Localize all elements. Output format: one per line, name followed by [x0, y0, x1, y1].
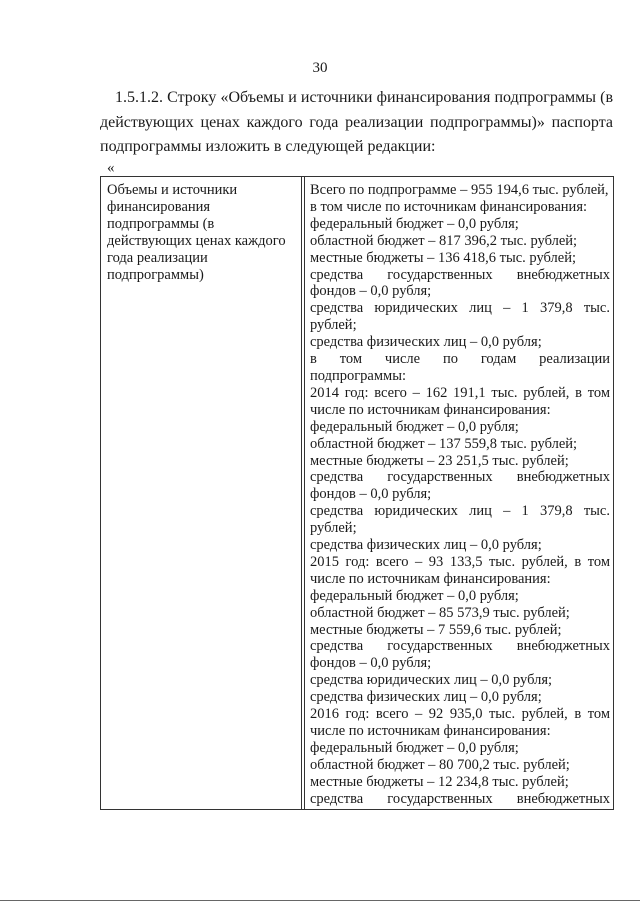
table-right-cell [310, 182, 610, 808]
page-number: 30 [312, 60, 328, 76]
left-cell-line: подпрограммы) [107, 267, 204, 283]
right-cell-line: в том числе по годам реализации [310, 351, 610, 368]
intro-line: подпрограммы изложить в следующей редакции: [100, 138, 436, 155]
right-cell-line: Всего по подпрограмме – 955 194,6 тыс. рублей, [310, 182, 609, 198]
right-cell-line: числе по источникам финансирования: [310, 723, 551, 739]
right-cell-line: федеральный бюджет – 0,0 рубля; [310, 587, 519, 604]
right-cell-line: средства государственных внебюджетных [310, 266, 610, 283]
right-cell-line: местные бюджеты – 12 234,8 тыс. рублей; [310, 773, 569, 790]
right-cell-line: федеральный бюджет – 0,0 рубля; [310, 418, 519, 435]
right-cell-line: средства государственных внебюджетных [310, 638, 610, 655]
right-cell-line: областной бюджет – 817 396,2 тыс. рублей; [310, 232, 578, 249]
right-cell-line: средства юридических лиц – 1 379,8 тыс. [310, 503, 610, 520]
funding-table [100, 176, 614, 810]
right-cell-line: фондов – 0,0 рубля; [310, 655, 432, 672]
right-cell-line: областной бюджет – 137 559,8 тыс. рублей; [310, 435, 578, 452]
right-cell-line: 2015 год: всего – 93 133,5 тыс. рублей, в том [310, 553, 610, 570]
left-cell-line: Объемы и источники [107, 182, 238, 198]
right-cell-line: фондов – 0,0 рубля; [310, 283, 432, 300]
right-cell-line: федеральный бюджет – 0,0 рубля; [310, 739, 519, 756]
right-cell-line: подпрограммы: [310, 367, 406, 384]
right-cell-line: числе по источникам финансирования: [310, 401, 551, 418]
left-cell-line: действующих ценах каждого [107, 233, 286, 249]
right-cell-line: рублей; [310, 317, 357, 334]
right-cell-line: местные бюджеты – 7 559,6 тыс. рублей; [310, 621, 562, 638]
right-cell-line: рублей; [310, 520, 357, 537]
left-cell-line: финансирования [107, 199, 211, 215]
opening-quote: « [107, 160, 115, 176]
left-cell-line: подпрограммы (в [107, 216, 215, 232]
right-cell-line: средства физических лиц – 0,0 рубля; [310, 334, 542, 351]
table-left-cell [107, 182, 297, 284]
right-cell-line: 2016 год: всего – 92 935,0 тыс. рублей, в том [310, 706, 610, 723]
right-cell-line: фондов – 0,0 рубля; [310, 486, 432, 503]
right-cell-line: средства юридических лиц – 1 379,8 тыс. [310, 300, 610, 317]
page-bottom-edge [0, 900, 640, 901]
right-cell-line: числе по источникам финансирования: [310, 570, 551, 587]
right-cell-line: в том числе по источникам финансирования: [310, 198, 588, 215]
right-cell-line: средства юридических лиц – 0,0 рубля; [310, 672, 553, 689]
right-cell-line: средства государственных внебюджетных [310, 469, 610, 486]
right-cell-line: 2014 год: всего – 162 191,1 тыс. рублей, в том [310, 384, 610, 401]
right-cell-line: федеральный бюджет – 0,0 рубля; [310, 215, 519, 232]
intro-line: 1.5.1.2. Строку «Объемы и источники финансирования подпрограммы (в [115, 89, 613, 106]
right-cell-line: средства физических лиц – 0,0 рубля; [310, 689, 542, 706]
right-cell-line: областной бюджет – 80 700,2 тыс. рублей; [310, 756, 570, 773]
right-cell-line: средства физических лиц – 0,0 рубля; [310, 537, 542, 554]
intro-line: действующих ценах каждого года реализации подпрограммы)» паспорта [100, 114, 613, 131]
left-cell-line: года реализации [107, 250, 208, 266]
right-cell-line: местные бюджеты – 136 418,6 тыс. рублей; [310, 249, 576, 266]
right-cell-line: средства государственных внебюджетных [310, 790, 610, 807]
right-cell-line: областной бюджет – 85 573,9 тыс. рублей; [310, 604, 570, 621]
right-cell-line: местные бюджеты – 23 251,5 тыс. рублей; [310, 452, 569, 469]
